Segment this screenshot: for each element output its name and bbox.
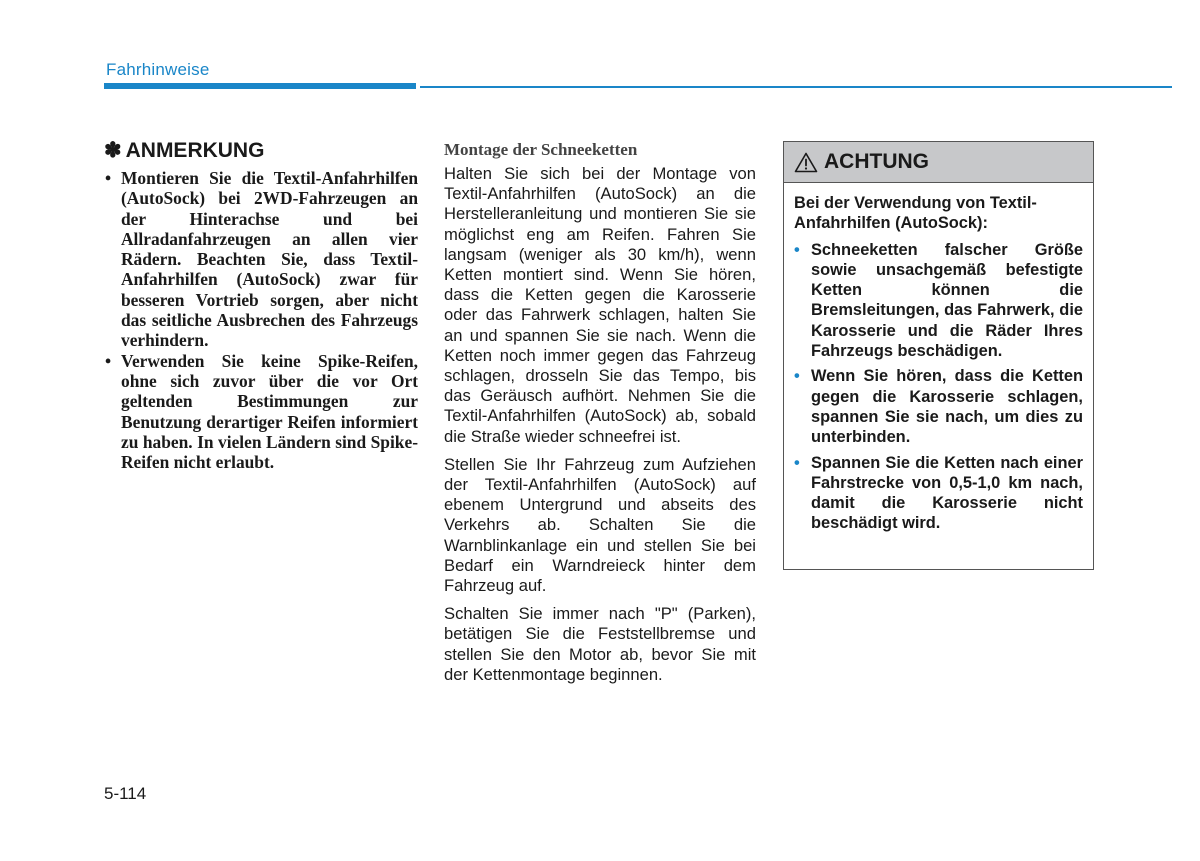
warning-title: ACHTUNG [824, 150, 929, 173]
mounting-column [444, 140, 756, 693]
note-item: • Verwenden Sie keine Spike-Reifen, ohne sich zuvor über die vor Ort geltenden Bestimmungen zur Benutzung derartiger Reifen informiert zu haben. In vielen Ländern sind Spike-Reifen nicht erlaubt. [104, 351, 418, 473]
note-list [104, 168, 418, 472]
note-item: • Montieren Sie die Textil-Anfahrhilfen (AutoSock) bei 2WD-Fahrzeugen an der Hinterachse und bei Allradanfahrzeugen an allen vier Rädern. Beachten Sie, dass Textil-Anfahrhilfen (AutoSock) zwar für besseren Vortrieb sorgen, aber nicht das seitliche Ausbrechen des Fahrzeugs verhindern. [104, 168, 418, 351]
warning-item: • Wenn Sie hören, dass die Ketten gegen die Karosserie schlagen, spannen Sie sie nach, um dies zu unterbinden. [794, 366, 1083, 447]
note-heading-text: ANMERKUNG [125, 139, 265, 162]
note-star-icon: ✽ [104, 139, 122, 162]
warning-list [794, 240, 1083, 534]
mounting-paragraph: Schalten Sie immer nach "P" (Parken), betätigen Sie die Feststellbremse und stellen Sie den Motor ab, bevor Sie mit der Kettenmontage beginnen. [444, 604, 756, 684]
note-heading [104, 138, 418, 164]
section-title: Fahrhinweise [106, 60, 210, 79]
header-rule-thick [104, 83, 416, 89]
warning-item: • Spannen Sie die Ketten nach einer Fahrstrecke von 0,5-1,0 km nach, damit die Karosserie nicht beschädigt wird. [794, 453, 1083, 534]
header-rule-thin [420, 86, 1172, 88]
page-number: 5-114 [104, 784, 147, 803]
mounting-paragraph: Halten Sie sich bei der Montage von Textil-Anfahrhilfen (AutoSock) an die Herstelleranleitung und montieren Sie sie möglichst eng am Reifen. Fahren Sie langsam (weniger als 30 km/h), wenn Ketten montiert sind. Wenn Sie hören, dass die Ketten gegen die Karosserie oder das Fahrwerk schlagen, halten Sie an und spannen Sie sie nach. Wenn die Ketten noch immer gegen das Fahrzeug schlagen, drosseln Sie das Tempo, bis das Geräusch aufhört. Nehmen Sie die Textil-Anfahrhilfen (AutoSock) ab, sobald die Straße wieder schneefrei ist. [444, 164, 756, 446]
warning-box [783, 141, 1094, 570]
warning-triangle-icon [794, 152, 818, 173]
mounting-paragraph: Stellen Sie Ihr Fahrzeug zum Aufziehen der Textil-Anfahrhilfen (AutoSock) auf ebenem Untergrund und abseits des Verkehrs ab. Schalten Sie die Warnblinkanlage ein und stellen Sie bei Bedarf ein Warndreieck hinter dem Fahrzeug auf. [444, 454, 756, 596]
warning-header [784, 142, 1093, 183]
mounting-heading: Montage der Schneeketten [444, 140, 638, 159]
warning-intro: Bei der Verwendung von Textil-Anfahrhilfen (AutoSock): [794, 194, 1037, 233]
warning-item: • Schneeketten falscher Größe sowie unsachgemäß befestigte Ketten können die Bremsleitungen, das Fahrwerk, die Karosserie und die Räder Ihres Fahrzeugs beschädigen. [794, 240, 1083, 362]
note-column [104, 138, 418, 472]
warning-body [784, 183, 1093, 534]
